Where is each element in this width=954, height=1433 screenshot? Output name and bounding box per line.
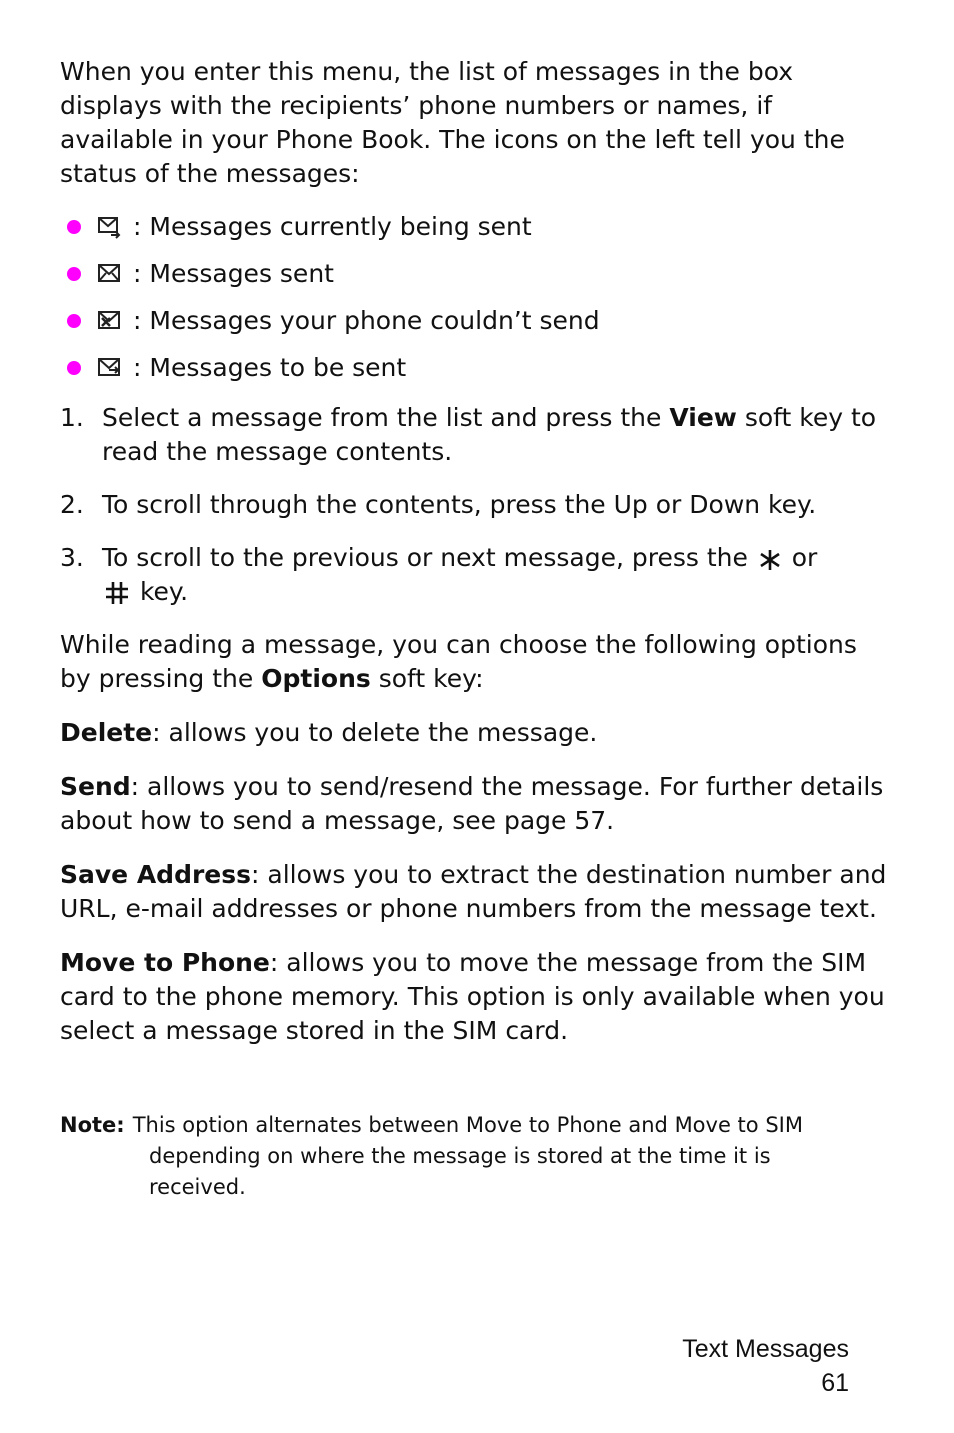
note-text: This option alternates between Move to Phone and Move to SIM [132, 1113, 803, 1137]
option-desc: : allows you to delete the message. [152, 718, 598, 747]
message-failed-icon [97, 308, 123, 334]
option-move-to-phone [60, 946, 890, 1048]
view-key-label: View [669, 403, 737, 432]
option-term: Delete [60, 718, 153, 747]
option-delete [60, 716, 890, 750]
intro-paragraph: When you enter this menu, the list of messages in the box displays with the recipients’ phone numbers or names, if available in your Phone Book. The icons on the left tell you the status of the messages: [60, 57, 845, 188]
star-key-icon [756, 544, 784, 574]
bullet-dot [67, 314, 81, 328]
option-desc: : allows you to send/resend the message. For further details about how to send a message, see page 57. [60, 772, 884, 835]
step-text: To scroll to the previous or next message, press the or key. [102, 543, 818, 606]
option-term: Move to Phone [60, 948, 270, 977]
list-item [60, 250, 890, 297]
page-content [60, 55, 890, 1068]
list-item [60, 297, 890, 344]
note-text-continued: depending on where the message is stored at the time it is received. [149, 1144, 771, 1199]
step-number: 1. [60, 403, 84, 432]
option-desc: : allows you to extract the destination number and URL, e-mail addresses or phone numbers from the message text. [60, 860, 887, 923]
note-label: Note: [60, 1113, 125, 1137]
option-desc: : allows you to move the message from the SIM card to the phone memory. This option is only available when you select a message stored in the SIM card. [60, 948, 885, 1045]
list-item [60, 344, 890, 391]
step-text: To scroll through the contents, press the Up or Down key. [102, 490, 817, 519]
page-footer [682, 1332, 849, 1400]
list-item-label: : Messages currently being sent [133, 212, 532, 241]
step-text: Select a message from the list and press the View soft key to read the message contents. [102, 403, 877, 466]
option-term: Save Address [60, 860, 252, 889]
options-intro: While reading a message, you can choose the following options by pressing the Options soft key: [60, 630, 857, 693]
list-item-label: : Messages sent [133, 259, 334, 288]
section-title: Text Messages [682, 1335, 849, 1363]
list-item [60, 203, 890, 250]
step-number: 2. [60, 490, 84, 519]
options-key-label: Options [261, 664, 371, 693]
step-item [60, 488, 890, 522]
message-sending-icon [97, 214, 123, 240]
note [60, 1110, 860, 1203]
hash-key-icon [102, 579, 132, 607]
step-item [60, 541, 890, 609]
steps-list [60, 401, 890, 609]
list-item-label: : Messages to be sent [133, 353, 407, 382]
option-term: Send [60, 772, 131, 801]
bullet-dot [67, 361, 81, 375]
step-number: 3. [60, 543, 84, 572]
list-item-label: : Messages your phone couldn’t send [133, 306, 600, 335]
step-item [60, 401, 890, 469]
status-icon-list [60, 203, 890, 391]
message-sent-icon [97, 261, 123, 287]
bullet-dot [67, 267, 81, 281]
message-pending-icon [97, 355, 123, 381]
option-save-address [60, 858, 890, 926]
bullet-dot [67, 220, 81, 234]
option-send [60, 770, 890, 838]
page-number: 61 [821, 1369, 849, 1397]
